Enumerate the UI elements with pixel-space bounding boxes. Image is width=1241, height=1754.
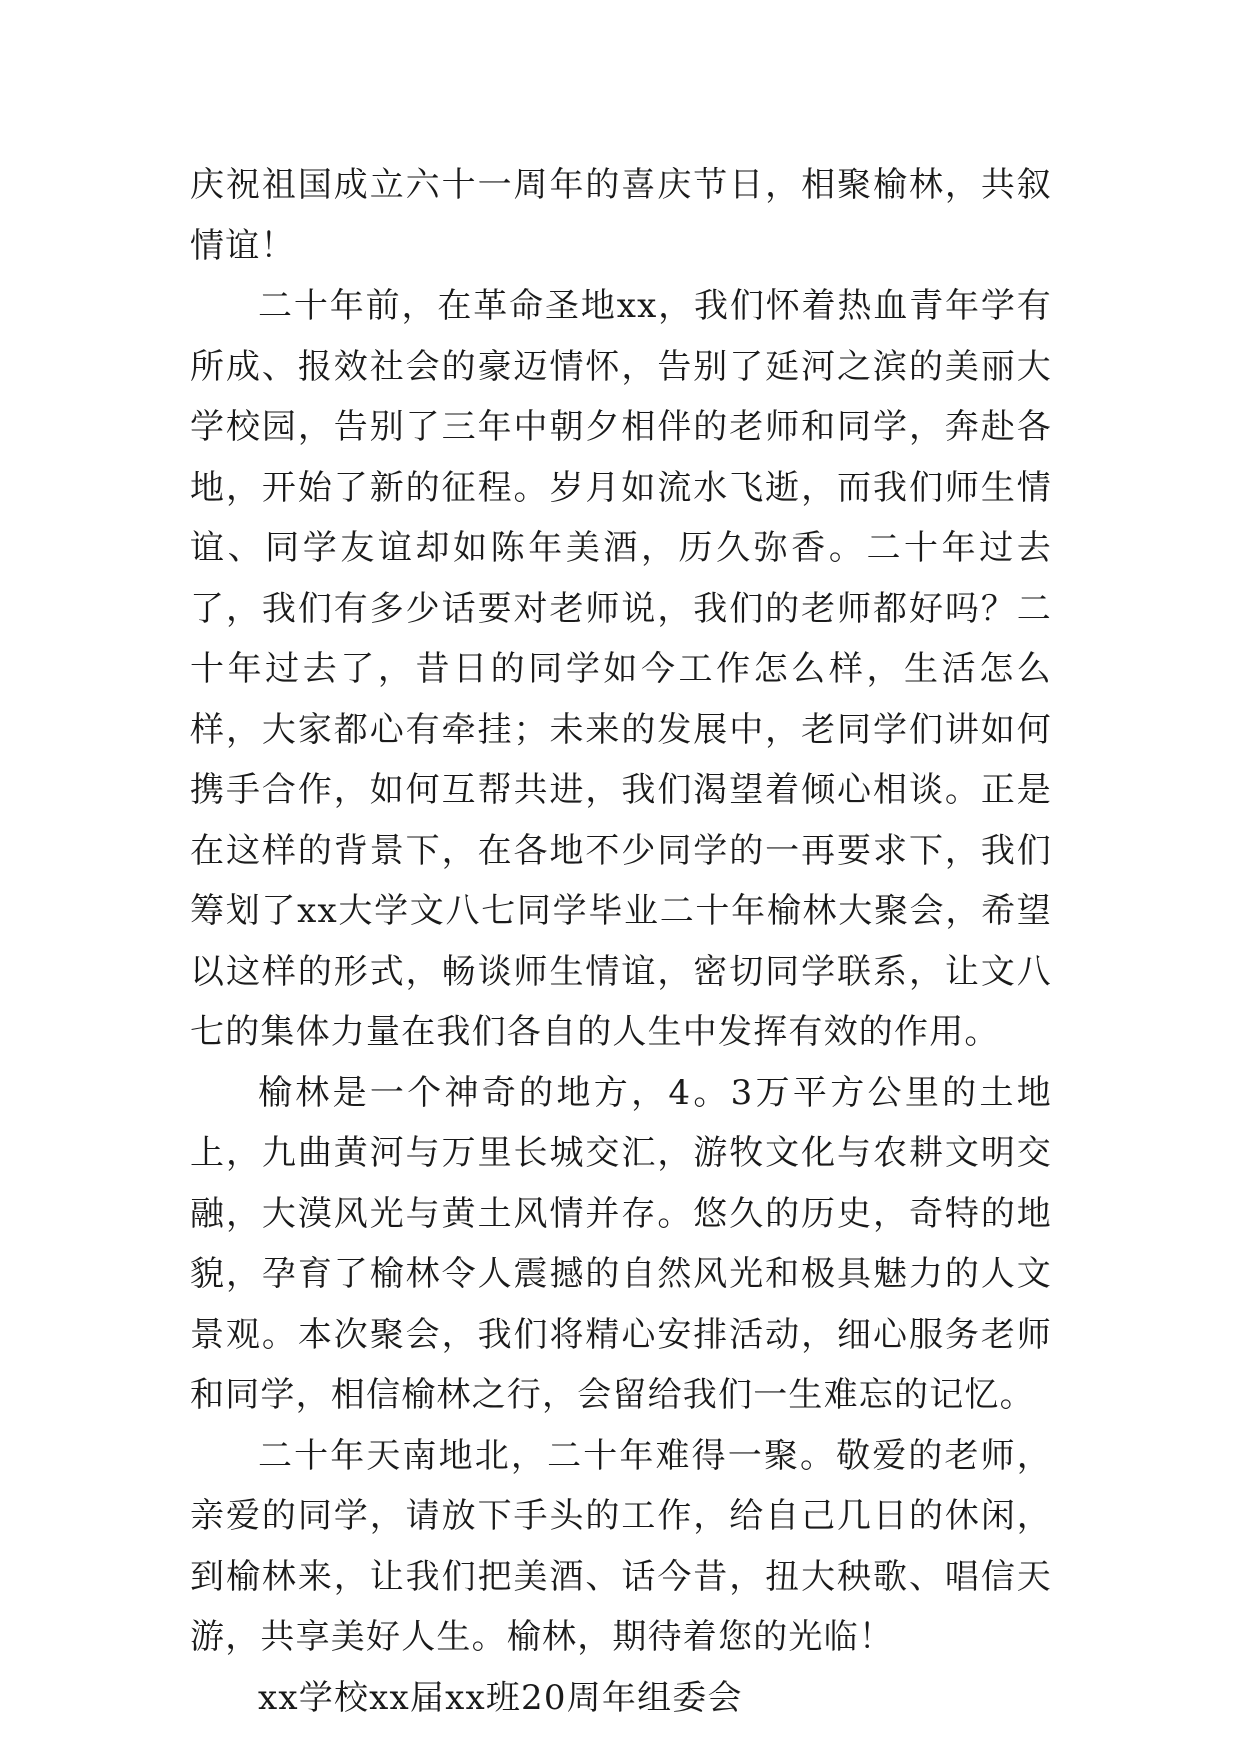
paragraph-opening: 庆祝祖国成立六十一周年的喜庆节日，相聚榆林，共叙情谊！ (190, 165, 1052, 266)
signature-line: xx学校xx届xx班20周年组委会 (258, 1677, 743, 1718)
letter-body (190, 155, 1052, 1728)
paragraph-yulin-description: 榆林是一个神奇的地方，4。3万平方公里的土地上，九曲黄河与万里长城交汇，游牧文化与农耕文明交融，大漠风光与黄土风情并存。悠久的历史，奇特的地貌，孕育了榆林令人震撼的自然风光和极具魅力的人文景观。本次聚会，我们将精心安排活动，细心服务老师和同学，相信榆林之行，会留给我们一生难忘的记忆。 (190, 1072, 1052, 1415)
paragraph-invitation: 二十年天南地北，二十年难得一聚。敬爱的老师，亲爱的同学，请放下手头的工作，给自己几日的休闲，到榆林来，让我们把美酒、话今昔，扭大秧歌、唱信天游，共享美好人生。榆林，期待着您的光临！ (190, 1435, 1052, 1657)
paragraph-twenty-years-ago: 二十年前，在革命圣地xx，我们怀着热血青年学有所成、报效社会的豪迈情怀，告别了延河之滨的美丽大学校园，告别了三年中朝夕相伴的老师和同学，奔赴各地，开始了新的征程。岁月如流水飞逝，而我们师生情谊、同学友谊却如陈年美酒，历久弥香。二十年过去了，我们有多少话要对老师说，我们的老师都好吗？二十年过去了，昔日的同学如今工作怎么样，生活怎么样，大家都心有牵挂；未来的发展中，老同学们讲如何携手合作，如何互帮共进，我们渴望着倾心相谈。正是在这样的背景下，在各地不少同学的一再要求下，我们筹划了xx大学文八七同学毕业二十年榆林大聚会，希望以这样的形式，畅谈师生情谊，密切同学联系，让文八七的集体力量在我们各自的人生中发挥有效的作用。 (190, 286, 1052, 1052)
